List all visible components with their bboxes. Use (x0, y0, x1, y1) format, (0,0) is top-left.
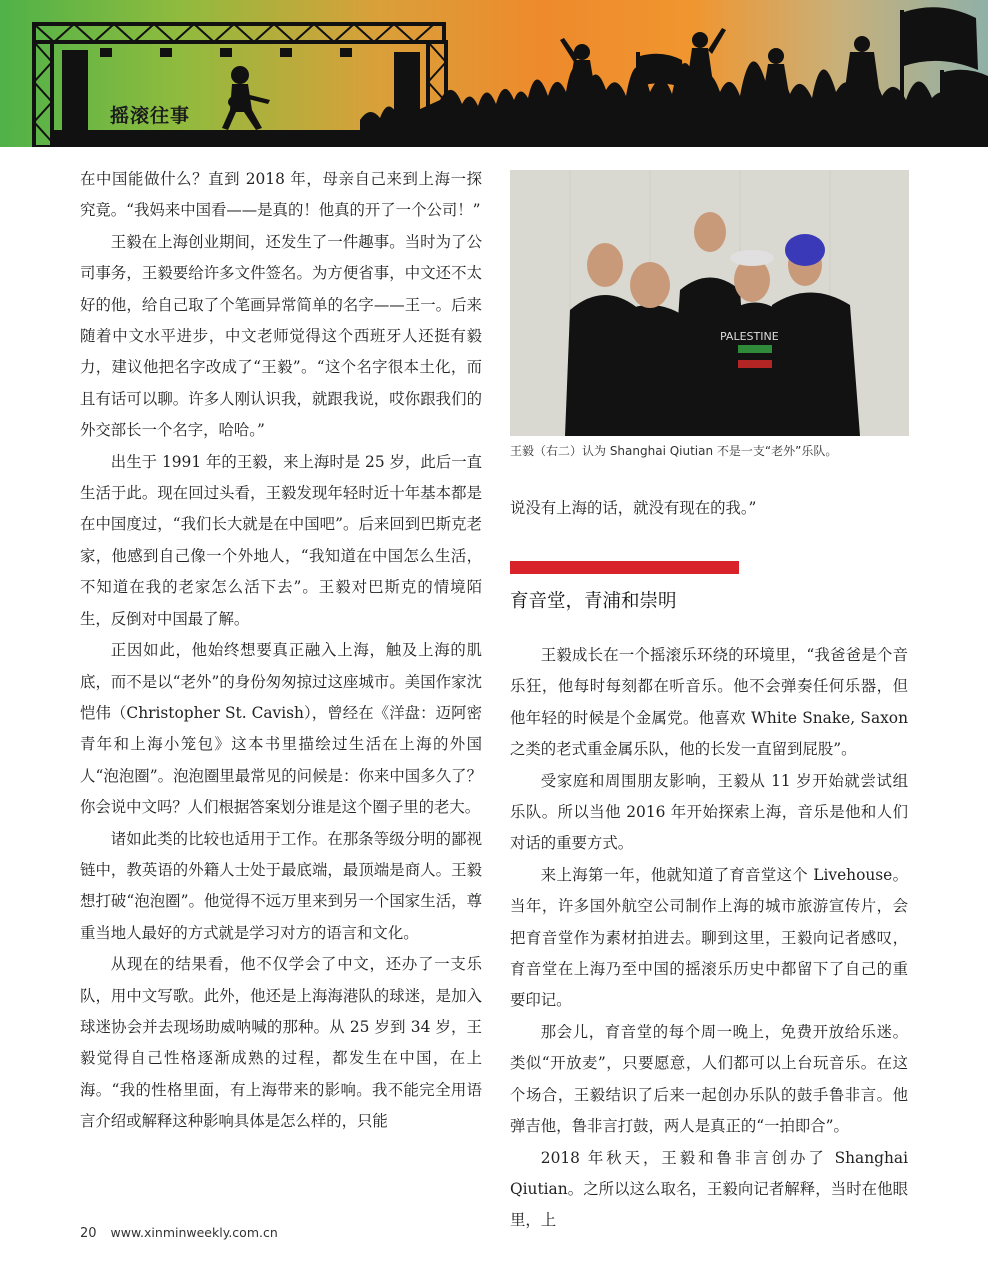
body-paragraph: 那会儿，育音堂的每个周一晚上，免费开放给乐迷。类似“开放麦”，只要愿意，人们都可以上台玩音乐。在这个场合，王毅结识了后来一起创办乐队的鼓手鲁非言。他弹吉他，鲁非言打鼓，两人是真正的“一拍即合”。 (510, 1022, 908, 1136)
page-footer (80, 1225, 278, 1241)
body-paragraph: 王毅在上海创业期间，还发生了一件趣事。当时为了公司事务，王毅要给许多文件签名。为方便省事，中文还不太好的他，给自己取了个笔画异常简单的名字——王一。后来随着中文水平进步，中文老师觉得这个西班牙人还挺有毅力，建议他把名字改成了“王毅”。“这个名字很本土化，而且有话可以聊。许多人刚认识我，就跟我说，哎你跟我们的外交部长一个名字，哈哈。” (80, 232, 482, 440)
continuation-paragraph: 说没有上海的话，就没有现在的我。” (510, 499, 757, 517)
left-text-column (80, 164, 482, 1138)
body-paragraph: 出生于 1991 年的王毅，来上海时是 25 岁，此后一直生活于此。现在回过头看，王毅发现年轻时近十年基本都是在中国度过，“我们长大就是在中国吧”。后来回到巴斯克老家，他感到自己像一个外地人，“我知道在中国怎么生活，不知道在我的老家怎么活下去”。王毅对巴斯克的情境陌生，反倒对中国最了解。 (80, 452, 482, 628)
body-paragraph: 2018 年秋天，王毅和鲁非言创办了 Shanghai Qiutian。之所以这么取名，王毅向记者解释，当时在他眼里，上 (510, 1148, 908, 1230)
band-photo-illustration (510, 170, 909, 436)
body-paragraph: 正因如此，他始终想要真正融入上海，触及上海的肌底，而不是以“老外”的身份匆匆掠过这座城市。美国作家沈恺伟（Christopher St. Cavish），曾经在《洋盘：迈阿密青年和上海小笼包》这本书里描绘过生活在上海的外国人“泡泡圈”。泡泡圈里最常见的问候是：你来中国多久了？你会说中文吗？人们根据答案划分谁是这个圈子里的老大。 (80, 641, 482, 817)
body-paragraph: 来上海第一年，他就知道了育音堂这个 Livehouse。当年，许多国外航空公司制作上海的城市旅游宣传片，会把育音堂作为素材拍进去。聊到这里，王毅向记者感叹，育音堂在上海乃至中国的摇滚乐历史中都留下了自己的重要印记。 (510, 865, 908, 1010)
body-paragraph: 诸如此类的比较也适用于工作。在那条等级分明的鄙视链中，教英语的外籍人士处于最底端，最顶端是商人。王毅想打破“泡泡圈”。他觉得不远万里来到另一个国家生活，尊重当地人最好的方式就是学习对方的语言和文化。 (80, 829, 482, 942)
right-text-column (510, 640, 908, 1237)
body-paragraph: 从现在的结果看，他不仅学会了中文，还办了一支乐队，用中文写歌。此外，他还是上海海港队的球迷，是加入球迷协会并去现场助威呐喊的那种。从 25 岁到 34 岁，王毅觉得自己性格逐渐成熟的过程，都发生在中国，在上海。“我的性格里面，有上海带来的影响。我不能完全用语言介绍或解释这种影响具体是怎么样的，只能 (80, 955, 482, 1131)
page-number: 20 (80, 1226, 97, 1241)
body-paragraph: 王毅成长在一个摇滚乐环绕的环境里，“我爸爸是个音乐狂，他每时每刻都在听音乐。他不会弹奏任何乐器，但他年轻的时候是个金属党。他喜欢 White Snake, Saxon 之类的老式重金属乐队，他的长发一直留到屁股”。 (510, 646, 908, 759)
body-paragraph: 在中国能做什么？直到 2018 年，母亲自己来到上海一探究竟。“我妈来中国看——是真的！他真的开了一个公司！” (80, 170, 482, 220)
header-banner (0, 0, 988, 147)
site-url: www.xinminweekly.com.cn (110, 1225, 278, 1240)
photo-caption: 王毅（右二）认为 Shanghai Qiutian 不是一支“老外”乐队。 (510, 444, 838, 458)
section-accent-bar (510, 561, 739, 574)
right-top-text (510, 493, 908, 524)
band-photo (510, 170, 909, 436)
section-subheading: 育音堂，青浦和崇明 (510, 591, 677, 612)
section-label: 摇滚往事 (110, 105, 191, 127)
body-paragraph: 受家庭和周围朋友影响，王毅从 11 岁开始就尝试组乐队。所以当他 2016 年开始探索上海，音乐是他和人们对话的重要方式。 (510, 771, 908, 853)
shirt-text: PALESTINE (720, 330, 779, 343)
